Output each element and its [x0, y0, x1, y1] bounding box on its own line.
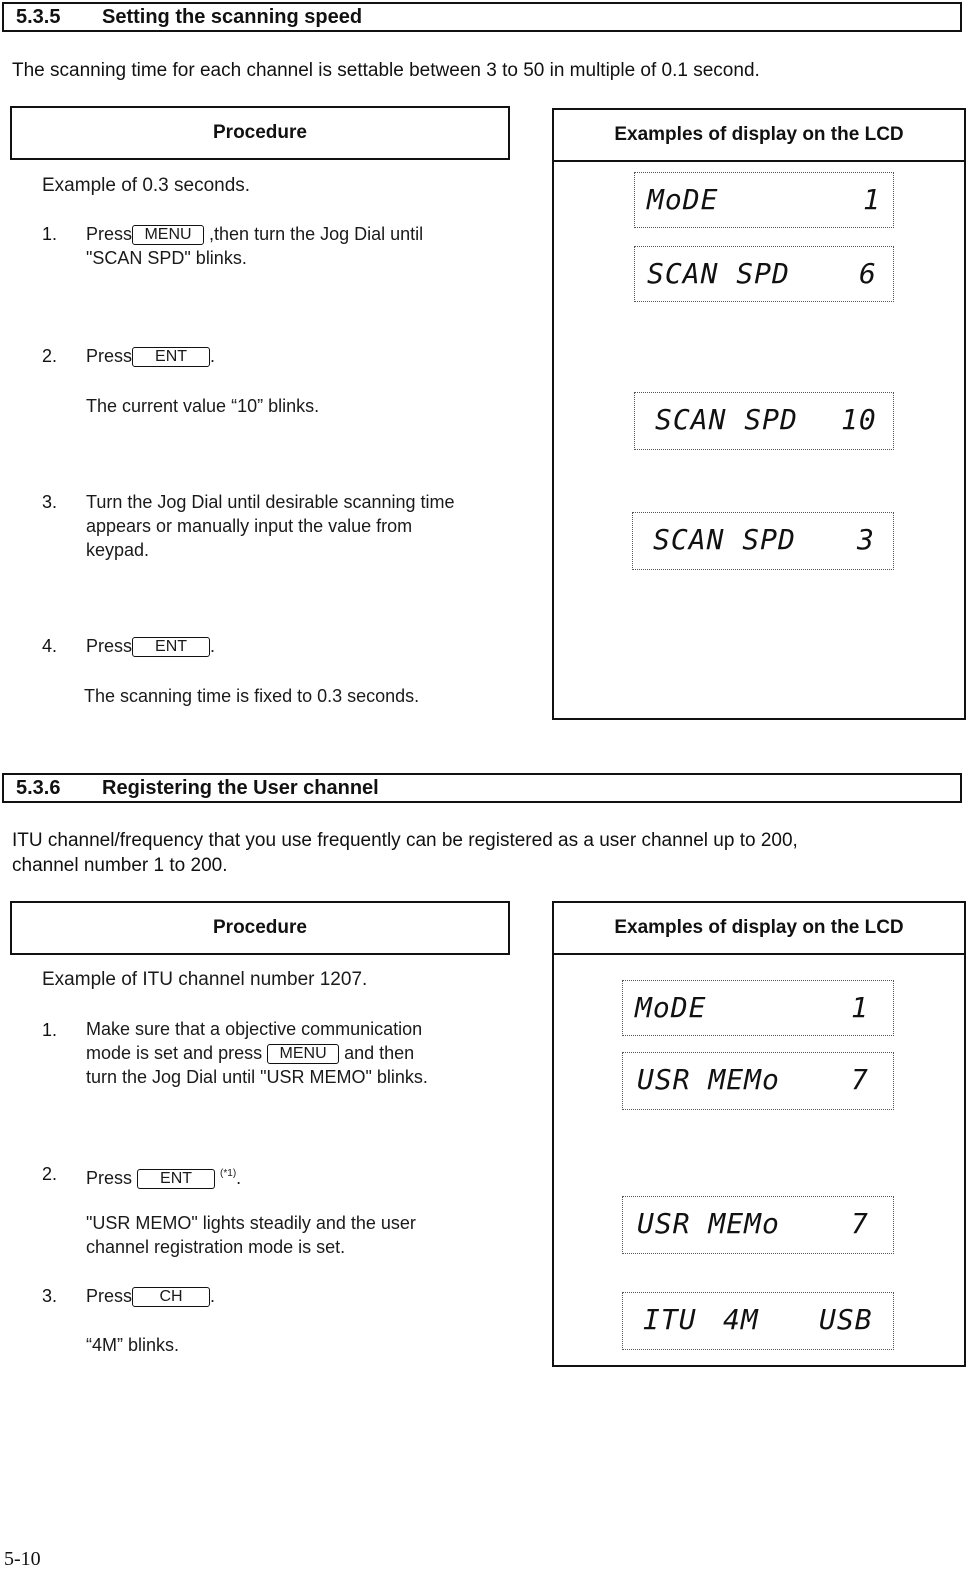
lcd-display-usr-memo-steady [622, 1196, 894, 1254]
section-header-5-3-6 [2, 773, 962, 803]
step-number: 1. [42, 224, 58, 244]
step-text-part: Press [86, 636, 133, 656]
lcd-right-text: 1 [863, 183, 881, 216]
section-number: 5.3.5 [16, 6, 61, 28]
lcd-left-text: MoDE [635, 991, 707, 1024]
step-2-note: "USR MEMO" lights steadily and the user channel registration mode is set. [86, 1213, 416, 1257]
step-2-text [86, 344, 215, 368]
procedure-heading [10, 901, 510, 955]
step-text-part: . [210, 1286, 216, 1306]
procedure-heading [10, 106, 510, 160]
example-text: Example of ITU channel number 1207. [42, 969, 368, 990]
lcd-right-text: 7 [851, 1063, 869, 1096]
step-number: 1. [42, 1020, 58, 1040]
step-text-part: Press [86, 346, 133, 366]
step-1-text [86, 1017, 496, 1089]
step-text-part: . [236, 1168, 242, 1188]
step-1-text [86, 222, 506, 270]
lcd-left-text: SCAN SPD [653, 523, 796, 556]
section-intro [12, 828, 798, 878]
step-number: 2. [42, 1164, 58, 1184]
menu-key: MENU [132, 225, 204, 245]
step-text-part: Press [86, 1286, 133, 1306]
lcd-display-usr-memo-blink [622, 1052, 894, 1110]
intro-line: channel number 1 to 200. [12, 855, 228, 876]
step-text-part: "SCAN SPD" blinks. [86, 248, 247, 268]
section-number: 5.3.6 [16, 777, 61, 799]
lcd-left-text: USR MEMo [637, 1207, 780, 1240]
lcd-right-text: 6 [859, 257, 877, 290]
lcd-right-text: 1 [851, 991, 869, 1024]
ch-key: CH [132, 1287, 210, 1307]
lcd-display-scan-spd-new [632, 512, 894, 570]
lcd-panel-header: Examples of display on the LCD [554, 110, 964, 162]
lcd-display-scan-spd [634, 246, 894, 302]
procedure-label: Procedure [213, 917, 307, 938]
step-text-part: Press [86, 224, 133, 244]
step-text-part: . [210, 346, 216, 366]
step-number: 4. [42, 636, 58, 656]
ent-key: ENT [137, 1169, 215, 1189]
ent-key: ENT [132, 347, 210, 367]
step-text-part: Make sure that a objective communication [86, 1019, 423, 1039]
section-header-5-3-5 [2, 2, 962, 32]
lcd-left-text: MoDE [647, 183, 719, 216]
lcd-right-text: 10 [841, 403, 877, 436]
lcd-mid-text: 4M [723, 1303, 759, 1336]
lcd-left-text: ITU [643, 1303, 697, 1336]
step-number: 2. [42, 346, 58, 366]
step-4-text [86, 634, 215, 658]
lcd-display-scan-spd-current [634, 392, 894, 450]
step-text-part: Press [86, 1168, 133, 1188]
step-2-text [86, 1162, 241, 1190]
step-text-part: . [210, 636, 216, 656]
step-4-note: The scanning time is fixed to 0.3 seconds. [84, 686, 420, 706]
step-number: 3. [42, 492, 58, 512]
lcd-panel-header: Examples of display on the LCD [554, 903, 964, 955]
lcd-left-text: USR MEMo [637, 1063, 780, 1096]
page-number: 5-10 [4, 1548, 41, 1570]
intro-line: ITU channel/frequency that you use frequently can be registered as a user channel up to 200, [12, 830, 798, 851]
section-intro: The scanning time for each channel is settable between 3 to 50 in multiple of 0.1 second. [12, 60, 760, 81]
lcd-right-text: 7 [851, 1207, 869, 1240]
step-text-part: and then [344, 1043, 415, 1063]
section-title: Setting the scanning speed [102, 6, 363, 28]
step-number: 3. [42, 1286, 58, 1306]
ent-key: ENT [132, 637, 210, 657]
section-title: Registering the User channel [102, 777, 379, 799]
step-text-part: mode is set and press [86, 1043, 263, 1063]
example-text: Example of 0.3 seconds. [42, 175, 251, 196]
lcd-right-text: USB [819, 1303, 873, 1336]
step-3-text [86, 1284, 215, 1308]
footnote-ref: (*1) [220, 1168, 237, 1179]
step-3-note: “4M” blinks. [86, 1335, 180, 1355]
step-text-part: ,then turn the Jog Dial until [209, 224, 424, 244]
lcd-display-itu-channel [622, 1292, 894, 1350]
step-3-text: Turn the Jog Dial until desirable scanning time appears or manually input the value from keypad. [86, 492, 455, 560]
step-text-part: turn the Jog Dial until "USR MEMO" blinks. [86, 1067, 428, 1087]
lcd-display-mode [634, 172, 894, 228]
lcd-right-text: 3 [857, 523, 875, 556]
menu-key: MENU [267, 1044, 339, 1064]
step-2-note: The current value “10” blinks. [86, 396, 320, 416]
lcd-left-text: SCAN SPD [647, 257, 790, 290]
lcd-left-text: SCAN SPD [655, 403, 798, 436]
lcd-display-mode [622, 980, 894, 1036]
procedure-label: Procedure [213, 122, 307, 143]
